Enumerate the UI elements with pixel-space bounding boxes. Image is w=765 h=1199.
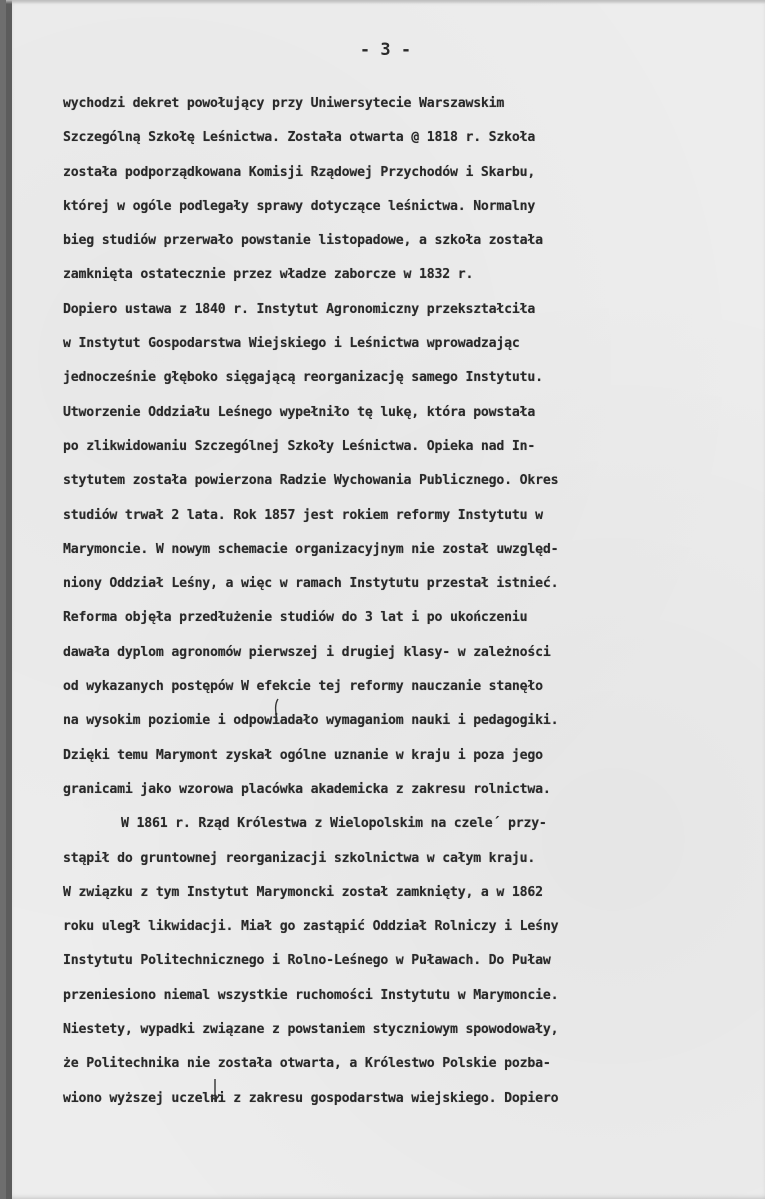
text-line: Dzięki temu Marymont zyskał ogólne uznanie w kraju i poza jego [63,747,543,763]
page-top-shadow [6,0,765,4]
text-line: studiów trwał 2 lata. Rok 1857 jest rokiem reformy Instytutu w [63,507,543,523]
text-line: dawała dyplom agronomów pierwszej i drugiej klasy- w zależności [63,644,551,660]
text-line: niony Oddział Leśny, a więc w ramach Instytutu przestał istnieć. [63,576,559,592]
text-line: stytutem została powierzona Radzie Wychowania Publicznego. Okres [63,473,559,489]
handwritten-correction-mark [208,1078,222,1104]
text-line: Utworzenie Oddziału Leśnego wypełniło tę lukę, która powstała [63,404,536,420]
text-line: że Politechnika nie została otwarta, a Królestwo Polskie pozba- [63,1056,551,1072]
paragraph-first-line: W 1861 r. Rząd Królestwa z Wielopolskim na czele´ przy- [121,816,547,832]
text-line: Szczególną Szkołę Leśnictwa. Została otwarta @ 1818 r. Szkoła [63,130,536,146]
text-line: Instytutu Politechnicznego i Rolno-Leśnego w Puławach. Do Puław [63,953,551,969]
text-line: granicami jako wzorowa placówka akademicka z zakresu rolnictwa. [63,781,551,797]
page-number: - 3 - [359,40,412,60]
text-line: W związku z tym Instytut Marymoncki został zamknięty, a w 1862 [63,884,543,900]
text-line: roku uległ likwidacji. Miał go zastąpić Oddział Rolniczy i Leśny [63,919,559,935]
text-line: Marymoncie. W nowym schemacie organizacyjnym nie został uwzględ- [63,541,559,557]
text-line: wiono wyższej uczelni z zakresu gospodarstwa wiejskiego. Dopiero [63,1090,559,1106]
text-line: której w ogóle podlegały sprawy dotyczące leśnictwa. Normalny [63,198,536,214]
text-line: na wysokim poziomie i odpowiadało wymaganiom nauki i pedagogiki. [63,713,559,729]
text-line: Niestety, wypadki związane z powstaniem styczniowym spowodowały, [63,1022,559,1038]
text-line: Reforma objęła przedłużenie studiów do 3 lat i po ukończeniu [63,610,528,626]
document-body [63,87,753,1116]
text-line: Dopiero ustawa z 1840 r. Instytut Agronomiczny przekształciła [63,301,536,317]
text-line: stąpił do gruntownej reorganizacji szkolnictwa w całym kraju. [63,850,536,866]
text-line: wychodzi dekret powołujący przy Uniwersytecie Warszawskim [63,96,505,111]
handwritten-correction-mark [270,697,286,723]
text-line: od wykazanych postępów W efekcie tej reformy nauczanie stanęło [63,679,543,695]
typed-document-page [6,0,765,1199]
text-line: przeniesiono niemal wszystkie ruchomości Instytutu w Marymoncie. [63,987,559,1003]
page-left-edge-shadow [6,0,12,1199]
text-line: w Instytut Gospodarstwa Wiejskiego i Leśnictwa wprowadzając [63,336,520,352]
text-line: zamknięta ostatecznie przez władze zaborcze w 1832 r. [63,267,474,283]
text-line: została podporządkowana Komisji Rządowej Przychodów i Skarbu, [63,164,536,180]
text-line: jednocześnie głęboko sięgającą reorganizację samego Instytutu. [63,370,543,386]
text-line: bieg studiów przerwało powstanie listopadowe, a szkoła została [63,233,543,249]
text-line: po zlikwidowaniu Szczególnej Szkoły Leśnictwa. Opieka nad In- [63,438,536,454]
